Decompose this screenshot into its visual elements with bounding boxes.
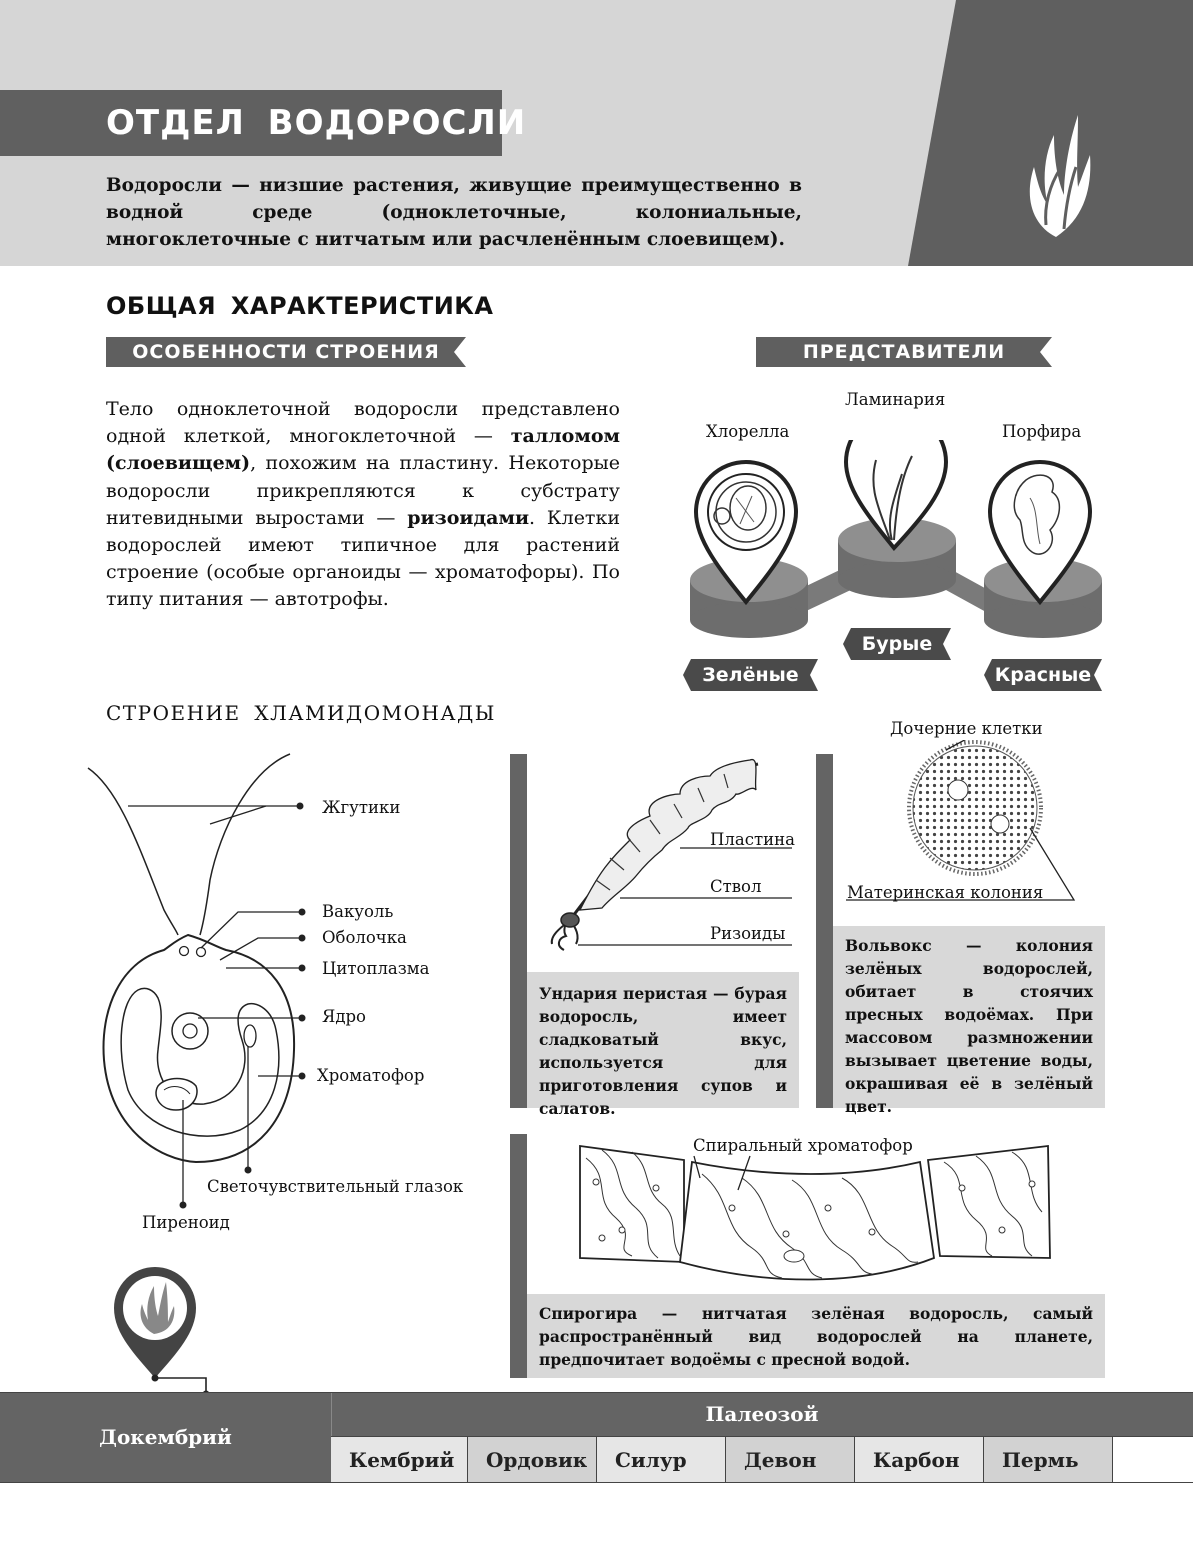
- representatives-ribbon: ПРЕДСТАВИТЕЛИ: [802, 341, 1006, 363]
- period-carboniferous: Карбон: [855, 1437, 984, 1483]
- spiral-chromatophore-label: Спиральный хроматофор: [693, 1136, 913, 1155]
- section-title: ОБЩАЯ ХАРАКТЕРИСТИКА: [106, 292, 494, 320]
- structure-ribbon: ОСОБЕННОСТИ СТРОЕНИЯ: [132, 341, 440, 363]
- period-devonian: Девон: [726, 1437, 855, 1483]
- nucleus-label: Ядро: [322, 1007, 366, 1026]
- cytoplasm-label: Цитоплазма: [322, 959, 430, 978]
- blade-label: Пластина: [710, 830, 795, 849]
- precambrian-label: Докембрий: [99, 1425, 232, 1449]
- chlamydomonas-diagram: [80, 750, 320, 1210]
- chlamydomonas-title: СТРОЕНИЕ ХЛАМИДОМОНАДЫ: [106, 701, 496, 725]
- volvox-panel-bar: [816, 754, 833, 1108]
- green-algae-badge: Зелёные: [702, 664, 799, 686]
- porphyra-label: Порфира: [1002, 422, 1082, 441]
- paleozoic-label: Палеозой: [705, 1402, 819, 1426]
- laminaria-label: Ламинария: [845, 390, 946, 409]
- spirogyra-panel-bar: [510, 1134, 527, 1378]
- pyrenoid-label: Пиреноид: [142, 1213, 230, 1232]
- eyespot-label: Светочувствительный глазок: [207, 1177, 464, 1196]
- spirogyra-description: Спирогира — нитчатая зелёная водоросль, самый распространённый вид водорослей на планете, предпочитает водоёмы с пресной водой.: [527, 1294, 1105, 1378]
- seaweed-icon: [1020, 105, 1092, 240]
- geologic-timeline: [0, 1392, 1193, 1483]
- body-part: Тело одноклеточной водоросли представлено одной клеткой, многоклеточной —: [106, 398, 620, 448]
- period-silurian: Силур: [597, 1437, 726, 1483]
- chromatophore-label: Хроматофор: [317, 1066, 425, 1085]
- intro-text: Водоросли — низшие растения, живущие преимущественно в водной среде (одноклеточные, колониальные, многоклеточные с нитчатым или расчленённым слоевищем).: [106, 175, 802, 250]
- term-thallus: талломом (слоевищем): [106, 425, 620, 475]
- vacuole-label: Вакуоль: [322, 902, 394, 921]
- mother-colony-label: Материнская колония: [847, 883, 1044, 902]
- rhizoids-label: Ризоиды: [710, 924, 786, 943]
- stem-label: Ствол: [710, 877, 762, 896]
- undaria-description: Ундария перистая — бурая водоросль, имеет сладковатый вкус, используется для приготовления супов и салатов.: [527, 972, 799, 1108]
- spirogyra-illustration: [572, 1138, 1058, 1288]
- period-ordovician: Ордовик: [468, 1437, 597, 1483]
- body-part: , похожим на пластину. Некоторые водоросли прикрепляются к субстрату нитевидными выростами —: [106, 452, 620, 529]
- brown-algae-badge: Бурые: [861, 633, 933, 655]
- body-part: . Клетки водорослей имеют типичное для растений строение (особые органоиды — хроматофоры). По типу питания — автотрофы.: [106, 506, 620, 611]
- term-rhizoids: ризоидами: [407, 506, 530, 529]
- timeline-marker: [110, 1262, 214, 1396]
- period-cambrian: Кембрий: [331, 1437, 468, 1483]
- volvox-description: Вольвокс — колония зелёных водорослей, обитает в стоячих пресных водоёмах. При массовом размножении вызывает цветение воды, окрашивая её в зелёный цвет.: [833, 926, 1105, 1108]
- red-algae-badge: Красные: [994, 664, 1092, 686]
- chlorella-label: Хлорелла: [706, 422, 790, 441]
- representatives-diagram: [680, 440, 1110, 660]
- period-permian: Пермь: [984, 1437, 1113, 1483]
- structure-description: [106, 396, 620, 614]
- daughter-cells-label: Дочерние клетки: [890, 719, 1043, 738]
- timeline-border: [0, 1392, 1193, 1483]
- undaria-panel-bar: [510, 754, 527, 1108]
- flagella-label: Жгутики: [322, 798, 401, 817]
- membrane-label: Оболочка: [322, 928, 407, 947]
- page-title: ОТДЕЛ ВОДОРОСЛИ: [106, 103, 527, 143]
